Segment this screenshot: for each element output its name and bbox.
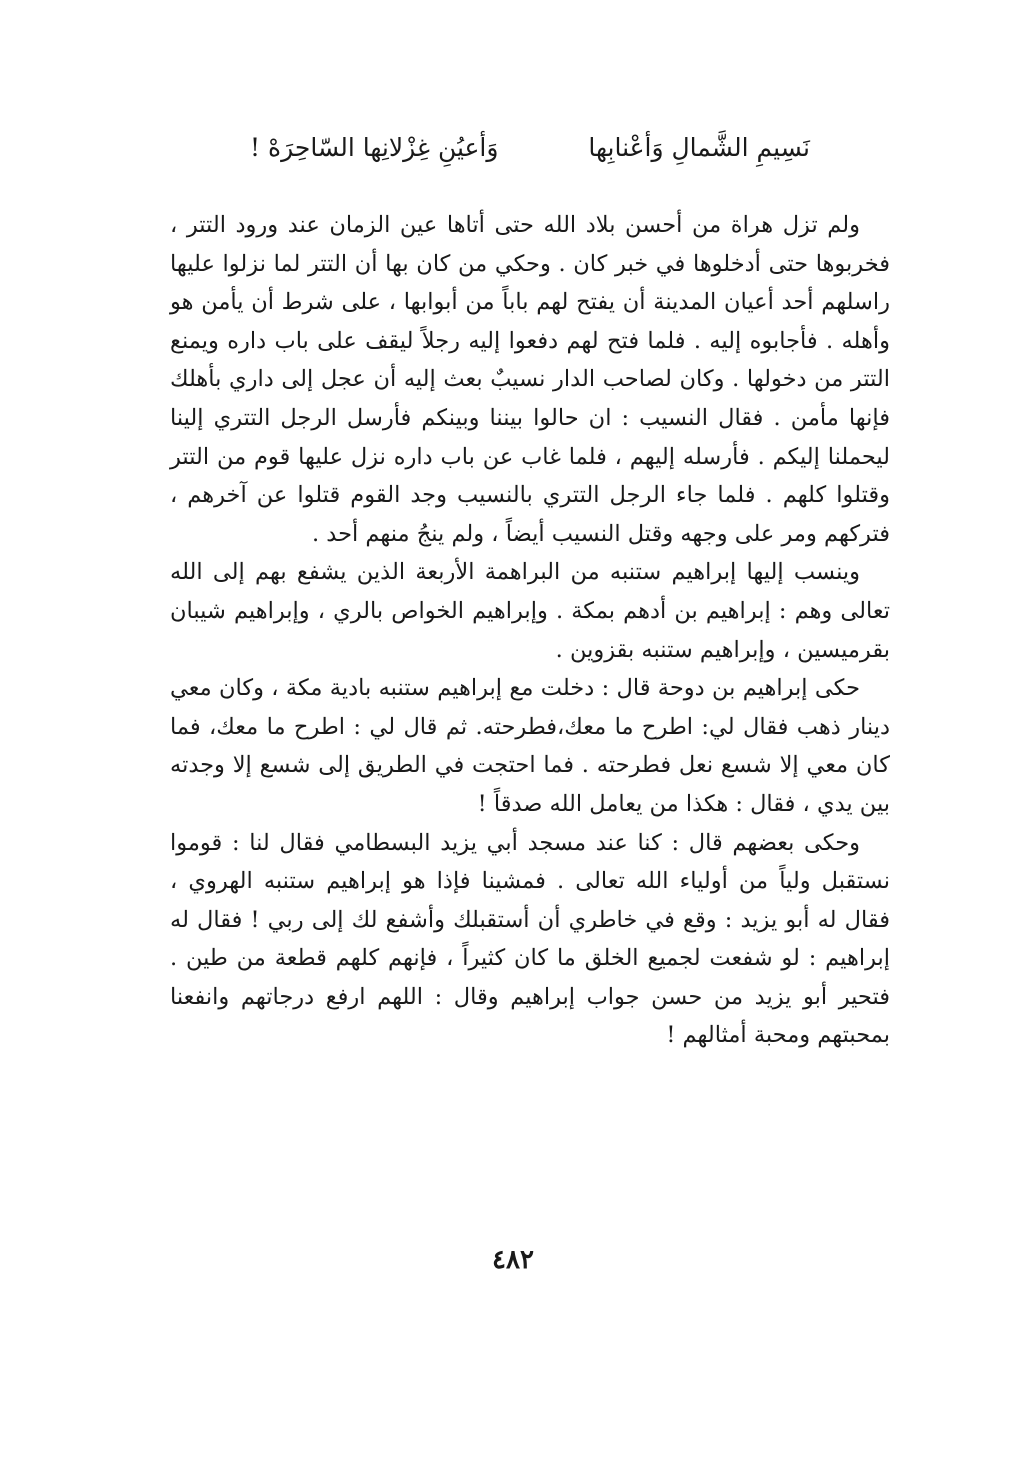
body-text xyxy=(170,206,890,1055)
verse-second-hemistich: وَأعيُنِ غِزْلانِها السّاحِرَهْ ! xyxy=(250,133,499,162)
paragraph-ibn-dawha-story: حكى إبراهيم بن دوحة قال : دخلت مع إبراهيم ستنبه بادية مكة ، وكان معي دينار ذهب فقال لي: اطرح ما معك،فطرحته. ثم قال لي : اطرح ما معك، فما كان معي إلا شسع نعل فطرحته . فما احتجت في الطريق إلى شسع إلا وجدته بين يدي ، فقال : هكذا من يعامل الله صدقاً ! xyxy=(170,675,890,817)
paragraph-four-ibrahims: وينسب إليها إبراهيم ستنبه من البراهمة الأربعة الذين يشفع بهم إلى الله تعالى وهم : إبراهيم بن أدهم بمكة . وإبراهيم الخواص بالري ، وإبراهيم شيبان بقرميسين ، وإبراهيم ستنبه بقزوين . xyxy=(170,559,890,663)
paragraph-abu-yazid-story: وحكى بعضهم قال : كنا عند مسجد أبي يزيد البسطامي فقال لنا : قوموا نستقبل ولياً من أولياء الله تعالى . فمشينا فإذا هو إبراهيم ستنبه الهروي ، فقال له أبو يزيد : وقع في خاطري أن أستقبلك وأشفع لك إلى ربي ! فقال له إبراهيم : لو شفعت لجميع الخلق ما كان كثيراً ، فإنهم كلهم قطعة من طين . فتحير أبو يزيد من حسن جواب إبراهيم وقال : اللهم ارفع درجاتهم وانفعنا بمحبتهم ومحبة أمثالهم ! xyxy=(170,829,890,1049)
paragraph-herat-tatars: ولم تزل هراة من أحسن بلاد الله حتى أتاها عين الزمان عند ورود التتر ، فخربوها حتى أدخلوها في خبر كان . وحكي من كان بها أن التتر لما نزلوا عليها راسلهم أحد أعيان المدينة أن يفتح لهم باباً من أبوابها ، على شرط أن يأمن هو وأهله . فأجابوه إليه . فلما فتح لهم دفعوا إليه رجلاً ليقف على باب داره ويمنع التتر من دخولها . وكان لصاحب الدار نسيبٌ بعث إليه أن عجل إلى داري بأهلك فإنها مأمن . فقال النسيب : ان حالوا بيننا وبينكم فأرسل الرجل التتري إلينا ليحملنا إليكم . فأرسله إليهم ، فلما غاب عن باب داره نزل عليها قوم من التتر وقتلوا كلهم . فلما جاء الرجل التتري بالنسيب وجد القوم قتلوا عن آخرهم ، فتركهم ومر على وجهه وقتل النسيب أيضاً ، ولم ينجُ منهم أحد . xyxy=(170,212,890,547)
poem-verse xyxy=(250,128,810,168)
page-number: ٤٨٢ xyxy=(492,1245,534,1275)
verse-first-hemistich: نَسِيمِ الشَّمالِ وَأعْنابِها xyxy=(588,133,810,162)
